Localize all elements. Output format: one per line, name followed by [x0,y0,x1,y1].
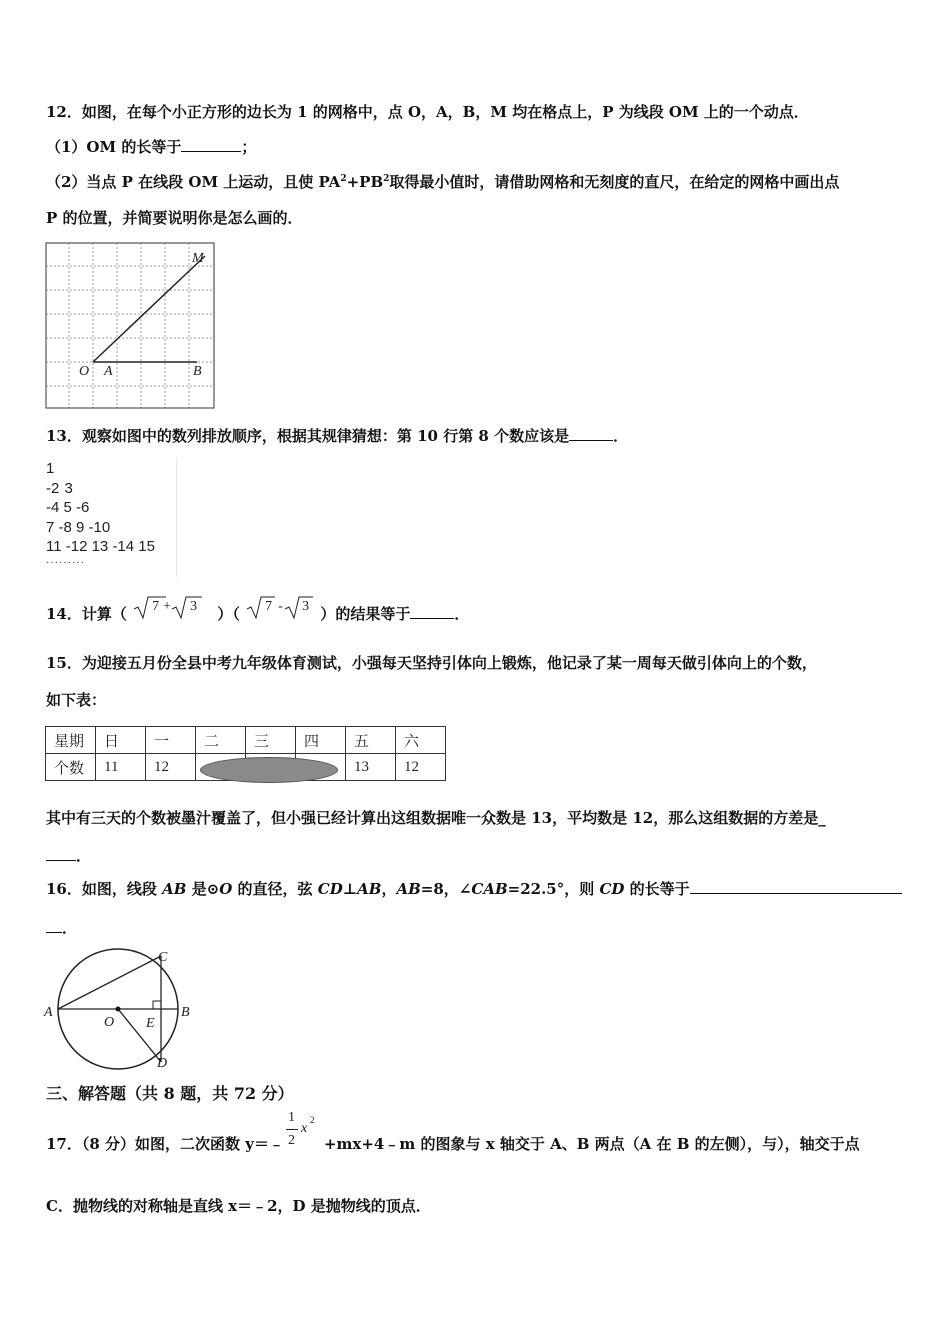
table-cell: 12 [146,754,196,781]
q16-o: O [219,880,233,898]
table-cell: 四 [296,727,346,754]
q16-line2-suffix: ． [62,919,78,937]
q17-suffix: +mx+4﹣m 的图象与 x 轴交于 A、B 两点（A 在 B 的左侧），与），轴交于点 [323,1135,860,1153]
label-e: E [146,1016,155,1031]
q12-grid-figure [45,242,217,410]
q14-plus: + [163,599,172,614]
label-a: A [104,364,113,379]
label-c: C [158,950,168,965]
q16-perp: ⊥ [342,880,358,898]
q14-suffix: ． [454,605,470,623]
q14-prefix: 14．计算（ [46,605,127,623]
q12-part1-prefix: （1）OM 的长等于 [46,138,182,156]
q15-line2: 如下表： [46,691,107,709]
q14-sqrt7-b: 7 [265,599,273,614]
table-cell: 个数 [46,754,96,781]
table-cell: 五 [346,727,396,754]
tri-row: -2 3 [46,479,73,497]
table-cell: 日 [96,727,146,754]
radical-sign-icon [132,594,212,622]
tri-row: 1 [46,460,55,477]
table-cell: 11 [96,754,146,781]
q17-var: x [300,1121,308,1136]
right-angle-mark [153,1001,161,1009]
q14-expr2 [245,599,315,624]
label-o: O [104,1015,115,1030]
q16-eq1: ， [381,880,397,898]
table-cell: 一 [146,727,196,754]
q13-text-suffix: ． [613,427,629,445]
tri-row: 11 -12 13 -14 15 [46,538,155,555]
table-cell: 星期 [46,727,96,754]
q16-val2: =22.5°，则 [507,880,600,898]
label-b: B [181,1005,190,1020]
q13-text-prefix: 13．观察如图中的数列排放顺序，根据其规律猜想：第 10 行第 8 个数应该是 [46,427,570,445]
q12-sup1: 2 [340,174,347,184]
q15-line3-tail: _ [818,809,826,827]
q16-circle-figure [42,946,202,1071]
q13-number-triangle [46,459,177,577]
q16-mid1: 的直径，弦 [232,880,318,898]
q16-line2 [46,918,910,938]
q17-line2: C．抛物线的对称轴是直线 x＝﹣2，D 是抛物线的顶点． [46,1197,431,1215]
chord-ac [58,956,161,1009]
ink-blot [200,757,338,783]
q12-part2-c: 取得最小值时，请借助网格和无刻度的直尺，在给定的网格中画出点 [389,173,840,191]
q17-line1 [46,1110,910,1154]
table-cell: 六 [396,727,446,754]
center-dot [116,1007,121,1012]
label-d: D [157,1056,168,1071]
q16-ab3: AB [396,880,421,898]
q15-line3 [46,808,910,828]
q15-line1: 15．为迎接五月份全县中考九年级体育测试，小强每天坚持引体向上锻炼，他记录了某一周每天做引体向上的个数， [46,654,817,672]
q14-answer-blank [410,604,454,619]
q13-answer-blank [569,426,613,441]
table-cell: 三 [246,727,296,754]
q12-part2-a: （2）当点 P 在线段 OM 上运动，且使 PA [46,173,341,191]
q17-fraction [284,1110,324,1154]
q16-answer-blank-2 [46,918,62,933]
q14-sqrt7: 7 [152,599,160,614]
q16-prefix: 16．如图，线段 [46,880,163,898]
q16-answer-blank [690,879,902,894]
q12-part1 [46,137,910,157]
q12-part2-b: +PB [346,173,384,191]
q12-part1-suffix: ； [241,138,257,156]
table-cell: 12 [396,754,446,781]
tri-row: 7 -8 9 -10 [46,518,111,536]
q15-line3-text: 其中有三天的个数被墨汁覆盖了，但小强已经计算出这组数据唯一众数是 13，平均数是 12，那么这组数据的方差是 [46,809,819,827]
table-cell: 二 [196,727,246,754]
q17-prefix: 17．（8 分）如图，二次函数 y＝﹣ [46,1135,284,1153]
table-cell: 13 [346,754,396,781]
segment-om [93,256,205,362]
q17-pow: 2 [309,1115,315,1125]
q14-text [46,599,910,624]
q12-line1: 12．如图，在每个小正方形的边长为 1 的网格中，点 O，A，B，M 均在格点上，P 为线段 OM 上的一个动点． [46,103,809,121]
q16-tail: 的长等于 [624,880,690,898]
q12-sup2: 2 [383,174,390,184]
fraction-bar [286,1129,298,1130]
label-o: O [79,364,90,379]
q12-part2 [46,172,910,192]
tri-row-ellipsis: ········· [46,556,85,568]
q15-line4 [46,846,910,866]
q14-sqrt3-b: 3 [302,599,310,614]
q15-answer-blank [46,846,76,861]
q12-answer-blank [181,137,241,152]
q13-text [46,426,910,446]
q16-ab2: AB [357,880,382,898]
q14-mid: ）（ [217,605,240,623]
q17-frac-den: 2 [287,1133,295,1148]
tri-row: -4 5 -6 [46,499,90,516]
q16-cab: CAB [471,880,508,898]
label-m: M [192,251,204,266]
q17-frac-num: 1 [287,1110,295,1125]
section-title: 三、解答题（共 8 题，共 72 分） [46,1084,294,1103]
q12-line4: P 的位置，并简要说明你是怎么画的． [46,209,303,227]
q14-sqrt3: 3 [190,599,198,614]
q16-is-dia: 是⊙ [186,880,220,898]
q16-cd: CD [317,880,343,898]
q14-minus: - [278,599,283,614]
q15-line4-suffix: ． [76,847,92,865]
label-b: B [193,364,202,379]
q16-ab: AB [162,880,187,898]
table-header-row [46,727,446,754]
q16-val1: =8，∠ [420,880,472,898]
q16-line1 [46,879,910,899]
q16-cd2: CD [599,880,625,898]
label-a: A [44,1005,53,1020]
q14-expr1 [132,599,212,624]
q14-close: ）的结果等于 [320,605,411,623]
